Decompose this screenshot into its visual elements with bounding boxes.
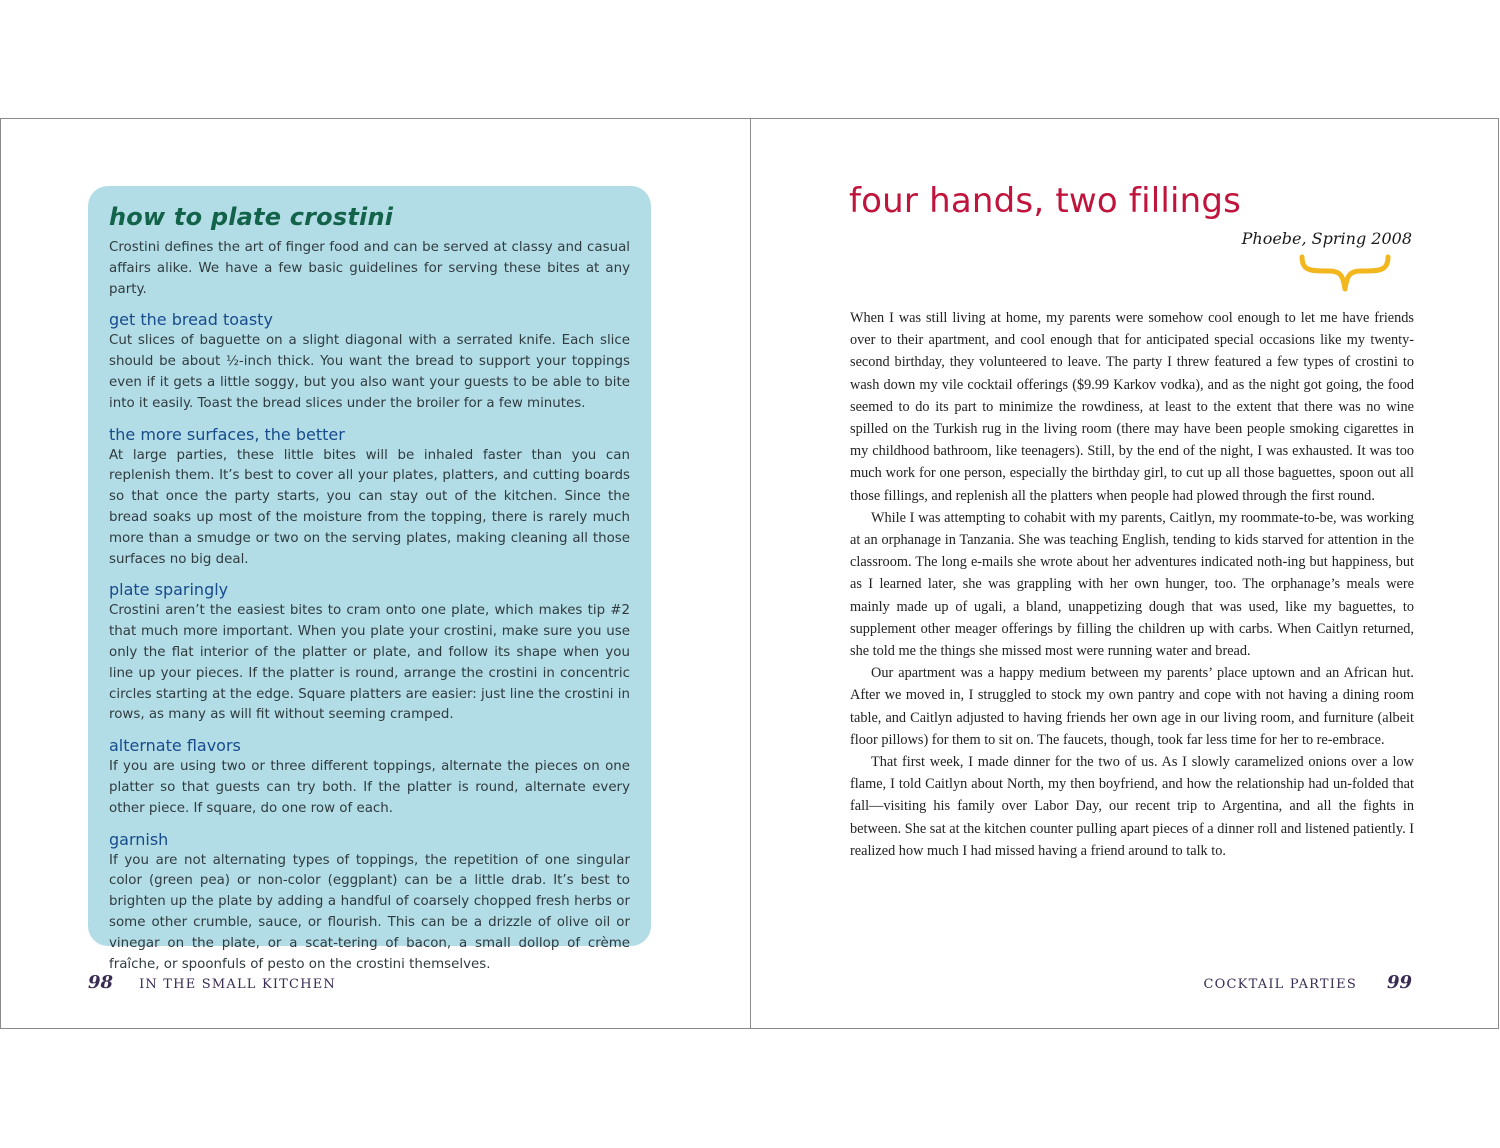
- curly-brace-icon: [1299, 253, 1391, 293]
- running-head: COCKTAIL PARTIES: [1203, 977, 1357, 992]
- tip-box: [88, 186, 651, 972]
- running-head: IN THE SMALL KITCHEN: [139, 977, 337, 992]
- page-gutter: [750, 119, 751, 1028]
- right-folio: [1204, 972, 1412, 993]
- tip-text: Crostini aren’t the easiest bites to cram onto one plate, which makes tip #2 that much more important. When you plate your crostini, make sure you use only the flat interior of the platter or plate, and follow its shape when you line up your pieces. If the platter is round, arrange the crostini in concentric circles starting at the edge. Square platters are easier: just line the crostini in rows, as many as will fit without seeming cramped.: [109, 603, 630, 723]
- tip-text: At large parties, these little bites will be inhaled faster than you can replenish them. It’s best to cover all your plates, platters, and cutting boards so that once the party starts, you can stay out of the kitchen. Since the bread soaks up most of the moisture from the topping, there is rarely much more than a smudge or two on the serving plates, making cleaning all those surfaces no big deal.: [109, 447, 630, 567]
- body-text: [850, 307, 1414, 862]
- tip-heading: the more surfaces, the better: [109, 424, 345, 444]
- tip-heading: get the bread toasty: [109, 310, 273, 330]
- tip-heading: garnish: [109, 829, 169, 849]
- byline: Phoebe, Spring 2008: [1241, 229, 1412, 248]
- page-number: 99: [1386, 972, 1412, 993]
- tip-heading: plate sparingly: [109, 580, 229, 600]
- book-spread: [0, 118, 1499, 1029]
- body-paragraph: When I was still living at home, my parents were somehow cool enough to let me have friends over to their apartment, and cool enough that for anticipated special occasions like my twenty-second birthday, they volunteered to leave. The party I threw featured a few types of crostini to wash down my vile cocktail offerings ($9.99 Karkov vodka), and as the night got going, the food seemed to do its part to minimize the rowdiness, at least to the extent that there was no wine spilled on the Turkish rug in the living room (there may have been people smoking cigarettes in my childhood bathroom, like teenagers). Still, by the end of the night, I was exhausted. It was too much work for one person, especially the birthday girl, to cut up all those baguettes, spoon out all those fillings, and replenish all the platters when people had plowed through the first round.: [850, 310, 1414, 504]
- chapter-title: four hands, two fillings: [849, 181, 1242, 221]
- left-folio: [88, 972, 336, 993]
- tip-box-intro: Crostini defines the art of finger food and can be served at classy and casual affairs alike. We have a few basic guidelines for serving these bites at any party.: [109, 240, 630, 297]
- tip-box-title: how to plate crostini: [109, 203, 394, 231]
- body-paragraph: While I was attempting to cohabit with my parents, Caitlyn, my roommate-to-be, was working at an orphanage in Tanzania. She was teaching English, tending to kids starved for attention in the classroom. The long e-mails she wrote about her adventures indicated noth-ing but happiness, but as I learned later, she was grappling with her own hunger, too. The orphanage’s meals were mainly made up of ugali, a bland, unappetizing dough that was used, like my baguettes, to supplement other meager offerings by filling the children up with carbs. When Caitlyn returned, she told me the things she missed most were running water and bread.: [850, 509, 1414, 660]
- body-paragraph: That first week, I made dinner for the two of us. As I slowly caramelized onions over a low flame, I told Caitlyn about North, my then boyfriend, and how the relationship had un-folded that fall—visiting his family over Labor Day, our recent trip to Argentina, and all the fights in between. She sat at the kitchen counter pulling apart pieces of a dinner roll and listened patiently. I realized how much I had missed having a friend around to talk to.: [850, 754, 1415, 859]
- page-number: 98: [88, 972, 114, 993]
- body-paragraph: Our apartment was a happy medium between my parents’ place uptown and an African hut. After we moved in, I struggled to stock my own pantry and cope with not having a dining room table, and Caitlyn adjusted to having friends her own age in our living room, and furniture (albeit floor pillows) for them to sit on. The faucets, though, took far less time for her to re-embrace.: [850, 665, 1414, 748]
- tip-heading: alternate flavors: [109, 736, 241, 756]
- tip-text: If you are using two or three different toppings, alternate the pieces on one platter so that guests can try both. If the platter is round, alternate every other piece. If square, do one row of each.: [109, 759, 630, 816]
- tip-text: Cut slices of baguette on a slight diagonal with a serrated knife. Each slice should be about ½-inch thick. You want the bread to support your toppings even if it gets a little soggy, but you also want your guests to be able to bite into it easily. Toast the bread slices under the broiler for a few minutes.: [109, 333, 630, 411]
- tip-text: If you are not alternating types of toppings, the repetition of one singular color (green pea) or non-color (eggplant) can be a little drab. It’s best to brighten up the plate by adding a handful of coarsely chopped fresh herbs or some other crumble, sauce, or flourish. This can be a drizzle of olive oil or vinegar on the plate, or a scat-tering of bacon, a small dollop of crème fraîche, or spoonfuls of pesto on the crostini themselves.: [109, 852, 630, 972]
